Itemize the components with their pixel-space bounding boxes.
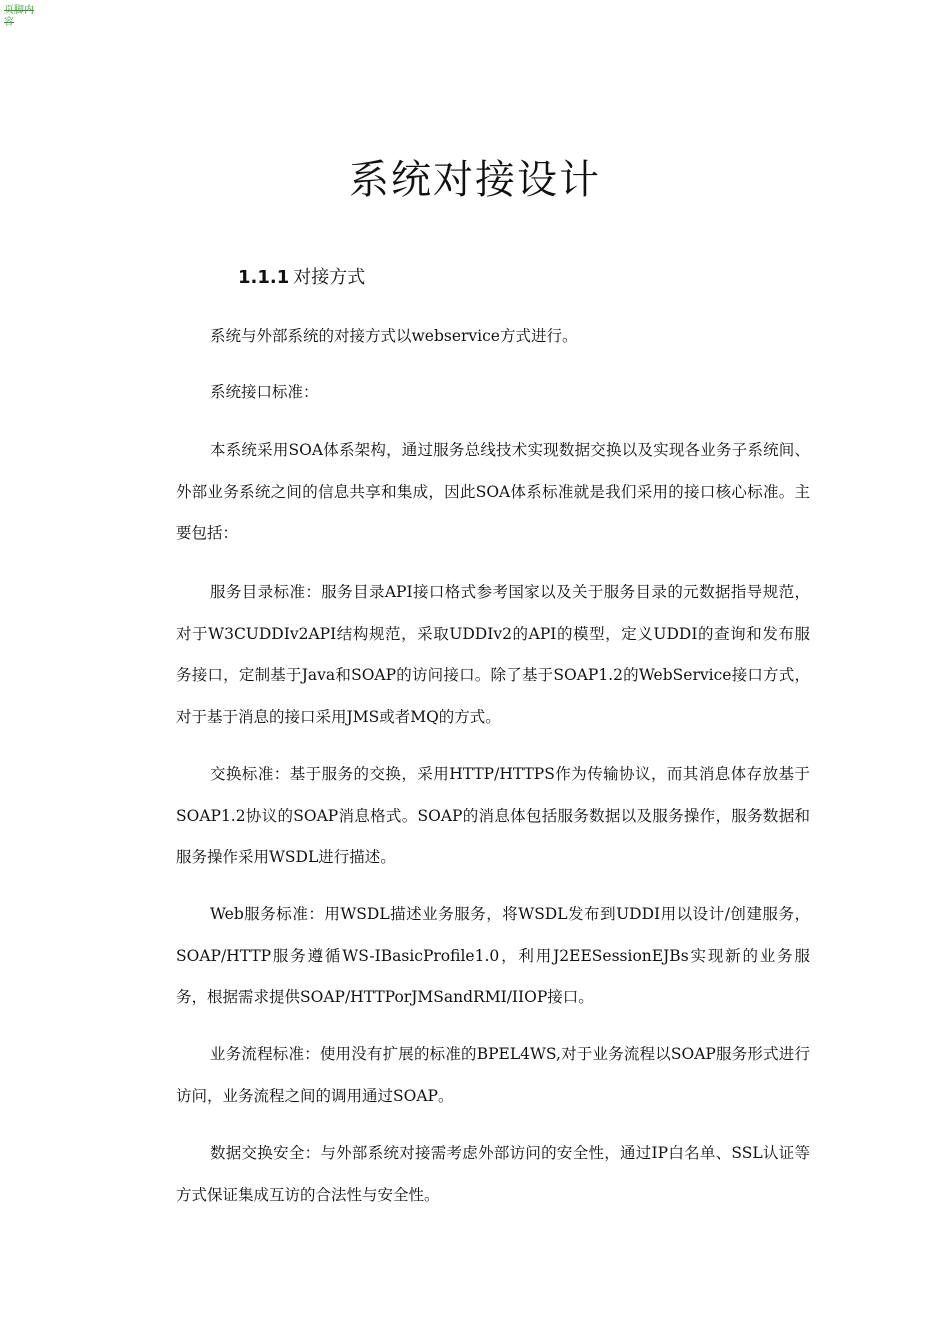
paragraph-data-exchange-security: 数据交换安全：与外部系统对接需考虑外部访问的安全性，通过IP白名单、SSL认证等方式保证集成互访的合法性与安全性。 [176,1144,810,1204]
paragraph-interface-standard-label: 系统接口标准： [210,383,319,401]
section-heading [238,264,365,292]
document-title: 系统对接设计 [349,157,601,203]
paragraph-exchange-standard: 交换标准：基于服务的交换，采用HTTP/HTTPS作为传输协议，而其消息体存放基于SOAP1.2协议的SOAP消息格式。SOAP的消息体包括服务数据以及服务操作，服务数据和服务操作采用WSDL进行描述。 [176,765,810,866]
paragraph-intro: 系统与外部系统的对接方式以webservice方式进行。 [210,327,578,345]
section-number: 1.1.1 [238,267,290,288]
paragraph-service-directory-standard: 服务目录标准：服务目录API接口格式参考国家以及关于服务目录的元数据指导规范，对于W3CUDDIv2API结构规范，采取UDDIv2的API的模型，定义UDDI的查询和发布服务接口，定制基于Java和SOAP的访问接口。除了基于SOAP1.2的WebService接口方式，对于基于消息的接口采用JMS或者MQ的方式。 [176,583,810,726]
paragraph-web-service-standard: Web服务标准：用WSDL描述业务服务，将WSDL发布到UDDI用以设计/创建服务，SOAP/HTTP服务遵循WS-IBasicProfile1.0，利用J2EESessionEJBs实现新的业务服务，根据需求提供SOAP/HTTPorJMSandRMI/IIOP接口。 [176,905,810,1006]
paragraph-business-process-standard: 业务流程标准：使用没有扩展的标准的BPEL4WS,对于业务流程以SOAP服务形式进行访问，业务流程之间的调用通过SOAP。 [176,1045,810,1105]
paragraph-soa-architecture: 本系统采用SOA体系架构，通过服务总线技术实现数据交换以及实现各业务子系统间、外部业务系统之间的信息共享和集成，因此SOA体系标准就是我们采用的接口核心标准。主要包括： [176,441,810,542]
section-heading-text: 对接方式 [293,267,366,288]
footer-watermark: 页脚内容 [4,5,34,28]
